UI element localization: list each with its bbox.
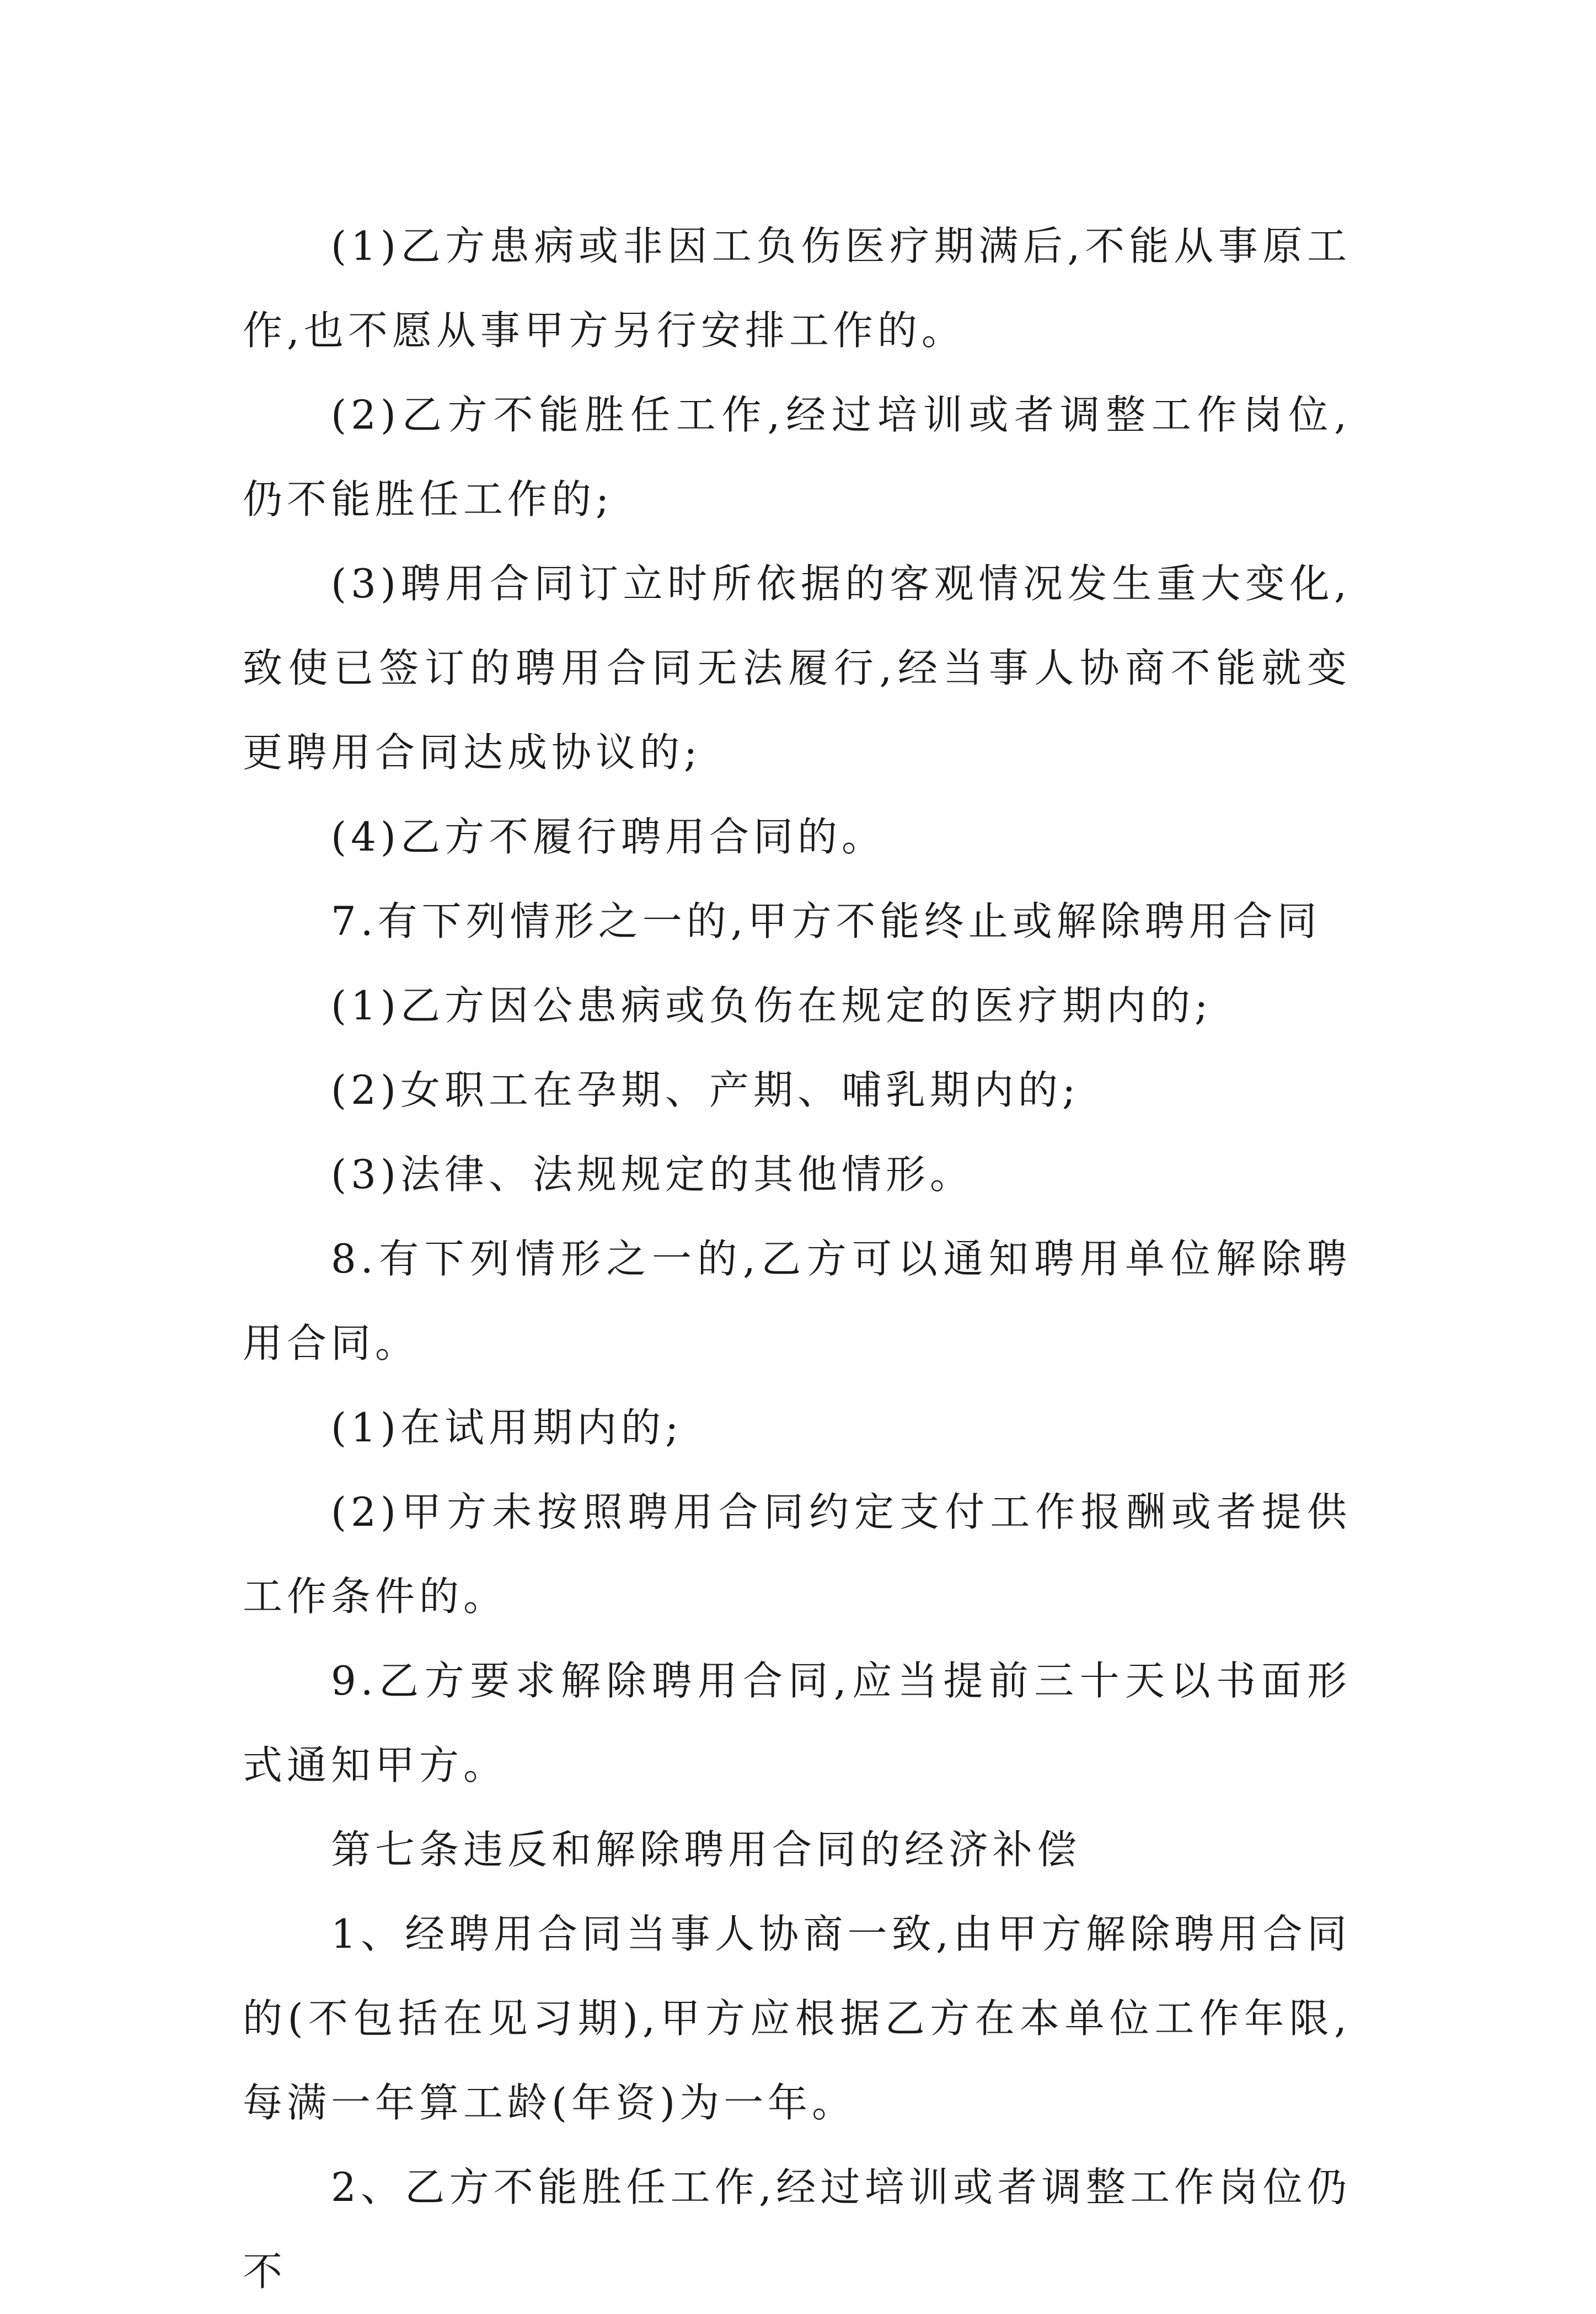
document-body	[243, 204, 1351, 2314]
paragraph: (2)甲方未按照聘用合同约定支付工作报酬或者提供工作条件的。	[243, 1489, 1351, 1620]
paragraph: (3)法律、法规规定的其他情形。	[331, 1151, 974, 1198]
paragraph: (4)乙方不履行聘用合同的。	[331, 814, 886, 860]
paragraph: (2)乙方不能胜任工作,经过培训或者调整工作岗位,仍不能胜任工作的;	[243, 392, 1351, 522]
paragraph: (1)在试用期内的;	[331, 1404, 683, 1451]
paragraph: 8.有下列情形之一的,乙方可以通知聘用单位解除聘用合同。	[243, 1236, 1351, 1366]
paragraph: 7.有下列情形之一的,甲方不能终止或解除聘用合同	[331, 898, 1321, 944]
paragraph: (1)乙方患病或非因工负伤医疗期满后,不能从事原工作,也不愿从事甲方另行安排工作的。	[243, 223, 1351, 354]
section-heading: 第七条违反和解除聘用合同的经济补偿	[331, 1826, 1081, 1873]
paragraph: 9.乙方要求解除聘用合同,应当提前三十天以书面形式通知甲方。	[243, 1658, 1351, 1788]
paragraph: (2)女职工在孕期、产期、哺乳期内的;	[331, 1067, 1080, 1113]
paragraph: 2、乙方不能胜任工作,经过培训或者调整工作岗位仍不	[243, 2164, 1351, 2295]
paragraph: (1)乙方因公患病或负伤在规定的医疗期内的;	[331, 982, 1213, 1029]
paragraph: (3)聘用合同订立时所依据的客观情况发生重大变化,致使已签订的聘用合同无法履行,经当事人协商不能就变更聘用合同达成协议的;	[243, 560, 1351, 776]
paragraph: 1、经聘用合同当事人协商一致,由甲方解除聘用合同的(不包括在见习期),甲方应根据乙方在本单位工作年限,每满一年算工龄(年资)为一年。	[243, 1911, 1351, 2126]
